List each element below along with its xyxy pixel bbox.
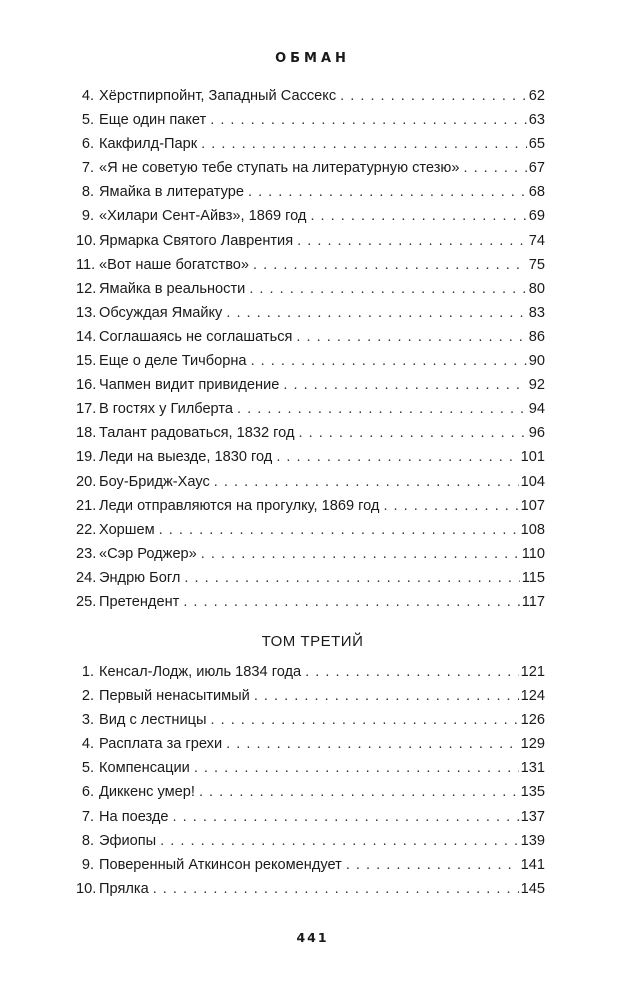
entry-number: 7. [81, 160, 94, 177]
entry-title: Ямайка в реальности [99, 280, 246, 297]
entry-page: 75 [528, 256, 545, 273]
entry-title: Поверенный Аткинсон рекомендует [99, 856, 342, 873]
volume-heading: ТОМ ТРЕТИЙ [261, 633, 364, 650]
entry-number: 12. [76, 280, 97, 297]
entry-title: Соглашаясь не соглашаться [99, 328, 293, 345]
dot-leader [298, 421, 526, 445]
entry-page: 110 [521, 545, 545, 562]
entry-title: Ярмарка Святого Лаврентия [99, 232, 294, 249]
dot-leader [153, 877, 519, 901]
entry-number: 18. [76, 425, 97, 442]
toc-entry[interactable] [76, 470, 545, 494]
toc-section-volume-two [76, 84, 545, 614]
entry-title: «Сэр Роджер» [99, 545, 197, 562]
toc-entry[interactable] [76, 349, 545, 373]
toc-entry[interactable] [76, 566, 545, 590]
entry-number: 22. [76, 521, 97, 538]
dot-leader [248, 180, 527, 204]
dot-leader [237, 397, 527, 421]
dot-leader [296, 325, 526, 349]
entry-page: 124 [520, 688, 545, 705]
entry-number: 21. [76, 497, 97, 514]
dot-leader [346, 853, 519, 877]
entry-page: 129 [520, 736, 545, 753]
entry-page: 139 [520, 832, 545, 849]
entry-number: 14. [76, 328, 97, 345]
entry-title: Вид с лестницы [99, 712, 207, 729]
toc-entry[interactable] [76, 204, 545, 228]
entry-title: В гостях у Гилберта [99, 401, 233, 418]
entry-number: 16. [76, 377, 97, 394]
dot-leader [283, 373, 526, 397]
dot-leader [463, 156, 526, 180]
entry-page: 135 [520, 784, 545, 801]
entry-title: Прялка [99, 880, 149, 897]
entry-number: 6. [81, 136, 94, 153]
entry-number: 10. [76, 232, 97, 249]
entry-page: 69 [528, 208, 545, 225]
toc-entry[interactable] [76, 829, 545, 853]
entry-number: 4. [81, 88, 94, 104]
entry-title: Обсуждая Ямайку [99, 304, 223, 321]
toc-entry[interactable] [76, 325, 545, 349]
toc-entry[interactable] [76, 180, 545, 204]
toc-entry[interactable] [76, 542, 545, 566]
entry-page: 107 [520, 497, 545, 514]
entry-number: 10. [76, 880, 97, 897]
dot-leader [249, 277, 526, 301]
entry-title: Хоршем [99, 521, 155, 538]
entry-page: 131 [520, 760, 545, 777]
entry-title: «Вот наше богатство» [99, 256, 250, 273]
entry-title: Талант радоваться, 1832 год [99, 425, 295, 442]
dot-leader [305, 660, 519, 684]
dot-leader [183, 590, 519, 614]
page-number: 441 [296, 930, 329, 945]
entry-title: Леди отправляются на прогулку, 1869 год [99, 497, 380, 514]
entry-title: Боу-Бридж-Хаус [99, 473, 210, 490]
entry-page: 96 [528, 425, 545, 442]
dot-leader [210, 708, 518, 732]
entry-number: 4. [81, 736, 94, 753]
entry-title: Чапмен видит привидение [99, 377, 280, 394]
entry-title: Расплата за грехи [99, 736, 223, 753]
entry-page: 80 [528, 280, 545, 297]
dot-leader [184, 566, 519, 590]
entry-number: 8. [81, 832, 94, 849]
entry-number: 9. [81, 856, 94, 873]
dot-leader [310, 204, 526, 228]
entry-title: Компенсации [99, 760, 190, 777]
entry-number: 13. [76, 304, 97, 321]
toc-entry[interactable] [76, 421, 545, 445]
entry-page: 67 [528, 160, 545, 177]
dot-leader [201, 132, 527, 156]
dot-leader [199, 780, 519, 804]
dot-leader [276, 445, 518, 469]
toc-entry[interactable] [76, 660, 545, 684]
dot-leader [194, 756, 519, 780]
entry-number: 1. [81, 664, 94, 680]
entry-page: 90 [528, 353, 545, 370]
dot-leader [226, 732, 519, 756]
entry-title: Первый ненасытимый [99, 688, 250, 705]
entry-title: Эфиопы [99, 832, 157, 849]
dot-leader [340, 84, 527, 108]
entry-page: 115 [521, 569, 545, 586]
entry-number: 5. [81, 760, 94, 777]
toc-entry[interactable] [76, 108, 545, 132]
entry-page: 74 [528, 232, 545, 249]
toc-entry[interactable] [76, 853, 545, 877]
entry-number: 5. [81, 112, 94, 129]
entry-title: Претендент [99, 593, 180, 610]
toc-entry[interactable] [76, 445, 545, 469]
entry-number: 17. [76, 401, 97, 418]
entry-number: 3. [81, 712, 94, 729]
entry-page: 62 [528, 88, 545, 104]
entry-number: 23. [76, 545, 97, 562]
toc-entry[interactable] [76, 253, 545, 277]
entry-page: 126 [520, 712, 545, 729]
entry-page: 141 [520, 856, 545, 873]
entry-title: На поезде [99, 808, 169, 825]
entry-page: 117 [521, 593, 545, 610]
entry-page: 63 [528, 112, 545, 129]
entry-page: 137 [520, 808, 545, 825]
entry-page: 101 [520, 449, 545, 466]
dot-leader [254, 684, 519, 708]
toc-entry[interactable] [76, 494, 545, 518]
toc-entry[interactable] [76, 132, 545, 156]
toc-entry[interactable] [76, 780, 545, 804]
toc-entry[interactable] [76, 590, 545, 614]
entry-number: 15. [76, 353, 97, 370]
entry-title: Еще о деле Тичборна [99, 353, 247, 370]
toc-entry[interactable] [76, 84, 545, 108]
entry-page: 108 [520, 521, 545, 538]
entry-number: 8. [81, 184, 94, 201]
entry-title: «Хилари Сент-Айвз», 1869 год [99, 208, 307, 225]
dot-leader [214, 470, 519, 494]
entry-number: 19. [76, 449, 97, 466]
entry-title: Еще один пакет [99, 112, 207, 129]
dot-leader [201, 542, 520, 566]
entry-title: Кенсал-Лодж, июль 1834 года [99, 664, 302, 680]
entry-page: 121 [520, 664, 545, 680]
toc-entry[interactable] [76, 301, 545, 325]
toc-entry[interactable] [76, 805, 545, 829]
dot-leader [160, 829, 518, 853]
dot-leader [159, 518, 519, 542]
entry-number: 2. [81, 688, 94, 705]
toc-section-volume-three [76, 660, 545, 901]
entry-title: «Я не советую тебе ступать на литературную стезю» [99, 160, 460, 177]
toc-entry[interactable] [76, 397, 545, 421]
entry-page: 65 [528, 136, 545, 153]
toc-entry[interactable] [76, 732, 545, 756]
dot-leader [383, 494, 518, 518]
entry-page: 86 [528, 328, 545, 345]
entry-page: 104 [520, 473, 545, 490]
entry-title: Хёрстпирпойнт, Западный Сассекс [99, 88, 337, 104]
toc-entry[interactable] [76, 518, 545, 542]
toc-entry[interactable] [76, 373, 545, 397]
entry-title: Эндрю Богл [99, 569, 181, 586]
entry-title: Какфилд-Парк [99, 136, 198, 153]
entry-page: 92 [528, 377, 545, 394]
toc-entry[interactable] [76, 756, 545, 780]
running-head: ОБМАН [275, 51, 350, 66]
entry-number: 7. [81, 808, 94, 825]
entry-title: Леди на выезде, 1830 год [99, 449, 273, 466]
toc-entry[interactable] [76, 708, 545, 732]
dot-leader [297, 229, 527, 253]
entry-number: 20. [76, 473, 97, 490]
toc-entry[interactable] [76, 877, 545, 901]
dot-leader [173, 805, 519, 829]
entry-page: 94 [528, 401, 545, 418]
entry-page: 68 [528, 184, 545, 201]
toc-entry[interactable] [76, 277, 545, 301]
entry-page: 145 [520, 880, 545, 897]
toc-entry[interactable] [76, 684, 545, 708]
dot-leader [253, 253, 527, 277]
toc-entry[interactable] [76, 156, 545, 180]
dot-leader [251, 349, 527, 373]
entry-number: 24. [76, 569, 97, 586]
toc-entry[interactable] [76, 229, 545, 253]
entry-number: 25. [76, 593, 97, 610]
dot-leader [210, 108, 527, 132]
entry-page: 83 [528, 304, 545, 321]
dot-leader [226, 301, 526, 325]
entry-title: Диккенс умер! [99, 784, 195, 801]
entry-number: 6. [81, 784, 94, 801]
entry-number: 11. [76, 256, 96, 273]
entry-title: Ямайка в литературе [99, 184, 244, 201]
entry-number: 9. [81, 208, 94, 225]
